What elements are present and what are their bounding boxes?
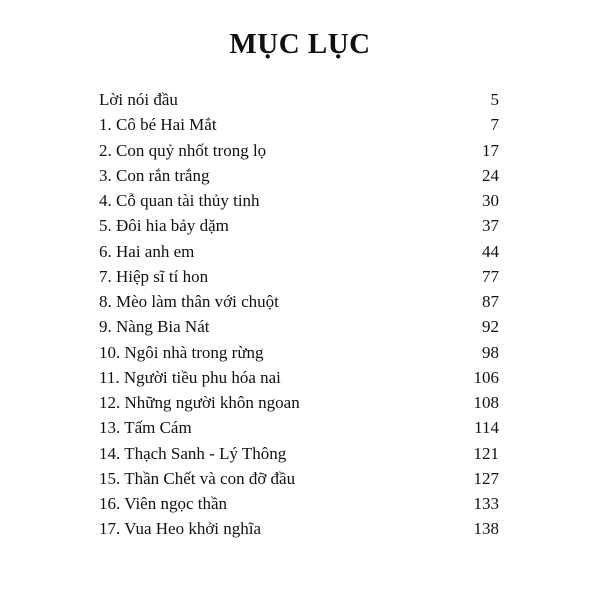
toc-entry-page-number: 127 bbox=[473, 468, 499, 488]
toc-entry-title: 3. Con rắn trắng bbox=[99, 165, 210, 185]
toc-entry bbox=[99, 415, 499, 440]
toc-entry bbox=[99, 289, 499, 314]
toc-entry-title: 10. Ngôi nhà trong rừng bbox=[99, 342, 264, 362]
toc-entry-title: 6. Hai anh em bbox=[99, 241, 195, 261]
toc-entry-page-number: 92 bbox=[482, 317, 499, 337]
toc-entry-page-number: 138 bbox=[473, 519, 499, 539]
toc-entry-title: 16. Viên ngọc thần bbox=[99, 494, 228, 513]
toc-entry-title: 9. Nàng Bia Nát bbox=[99, 317, 210, 337]
toc-entry bbox=[99, 213, 499, 238]
toc-entry-page-number: 5 bbox=[490, 90, 499, 109]
toc-entry-page-number: 133 bbox=[473, 494, 499, 513]
toc-entry bbox=[99, 340, 499, 365]
toc-entry bbox=[99, 138, 499, 163]
toc-entry-page-number: 77 bbox=[482, 266, 499, 286]
toc-entry bbox=[99, 87, 499, 112]
toc-entry-page-number: 121 bbox=[473, 443, 499, 463]
toc-entry bbox=[99, 239, 499, 264]
toc-entry-title: 5. Đôi hia bảy dặm bbox=[99, 216, 229, 236]
toc-entry bbox=[99, 163, 499, 188]
toc-entry-page-number: 98 bbox=[482, 342, 499, 362]
page-title: MỤC LỤC bbox=[229, 28, 371, 60]
toc-entry-page-number: 114 bbox=[474, 418, 499, 438]
toc-entry-page-number: 108 bbox=[473, 393, 499, 412]
toc-entry bbox=[99, 390, 499, 415]
toc-entry-title: 7. Hiệp sĩ tí hon bbox=[99, 266, 209, 286]
toc-entry-page-number: 30 bbox=[482, 191, 499, 210]
toc-entry-page-number: 17 bbox=[482, 140, 499, 160]
toc-entry-title: 4. Cỗ quan tài thủy tinh bbox=[99, 191, 260, 210]
toc-entry bbox=[99, 441, 499, 466]
toc-entry-title: 17. Vua Heo khởi nghĩa bbox=[99, 519, 262, 539]
toc-entry-title: 1. Cô bé Hai Mắt bbox=[99, 115, 217, 135]
toc-entry bbox=[99, 466, 499, 491]
toc-entry-page-number: 106 bbox=[473, 367, 499, 387]
toc-entry-title: Lời nói đầu bbox=[99, 90, 178, 109]
toc-entry-title: 11. Người tiều phu hóa nai bbox=[99, 367, 281, 387]
toc-entry-title: 15. Thần Chết và con đỡ đầu bbox=[99, 468, 296, 488]
toc-entry-page-number: 37 bbox=[482, 216, 499, 236]
toc-entry bbox=[99, 112, 499, 137]
toc-entry bbox=[99, 264, 499, 289]
toc-entry bbox=[99, 188, 499, 213]
toc-entry-title: 8. Mèo làm thân với chuột bbox=[99, 292, 279, 311]
toc-entry-page-number: 87 bbox=[482, 292, 499, 311]
toc-entry-page-number: 7 bbox=[490, 115, 499, 135]
toc-entry-title: 14. Thạch Sanh - Lý Thông bbox=[99, 443, 287, 463]
toc-entry-title: 12. Những người khôn ngoan bbox=[99, 393, 300, 412]
toc-entry bbox=[99, 365, 499, 390]
toc-list bbox=[99, 87, 499, 542]
toc-entry-page-number: 24 bbox=[482, 165, 499, 185]
toc-entry-title: 13. Tấm Cám bbox=[99, 418, 192, 438]
toc-entry bbox=[99, 314, 499, 339]
toc-entry bbox=[99, 491, 499, 516]
toc-entry-page-number: 44 bbox=[482, 241, 499, 261]
toc-entry-title: 2. Con quỷ nhốt trong lọ bbox=[99, 140, 267, 160]
toc-entry bbox=[99, 516, 499, 541]
